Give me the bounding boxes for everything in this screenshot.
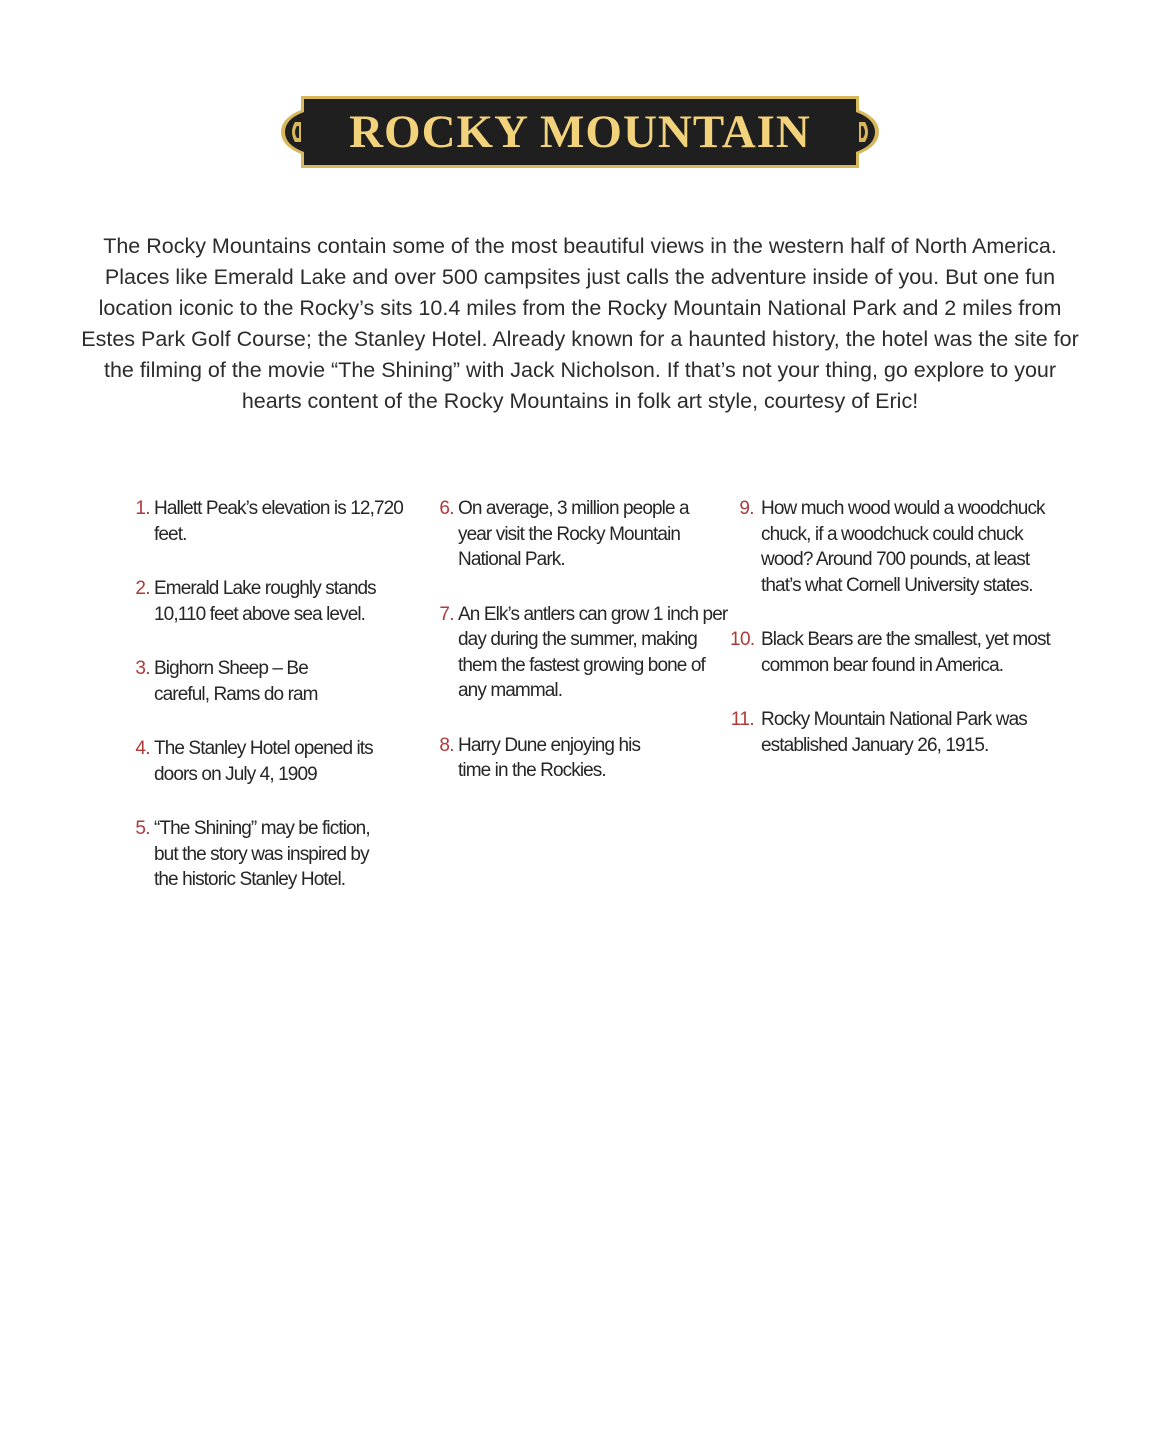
- fact-item: [730, 627, 1071, 678]
- fact-item: [126, 576, 394, 627]
- fact-item: [730, 496, 1066, 598]
- fact-text: Emerald Lake roughly stands 10,110 feet above sea level.: [154, 578, 376, 625]
- fact-number: 5.: [135, 818, 150, 839]
- intro-paragraph: The Rocky Mountains contain some of the most beautiful views in the western half of North America. Places like Emerald Lake and over 500 campsites just calls the adventure inside of you. But one fun location iconic to the Rocky’s sits 10.4 miles from the Rocky Mountain National Park and 2 miles from Estes Park Golf Course; the Stanley Hotel. Already known for a haunted history, the hotel was the site for the filming of the movie “The Shining” with Jack Nicholson. If that’s not your thing, go explore to your hearts content of the Rocky Mountains in folk art style, courtesy of Eric!: [81, 234, 1079, 413]
- page-title: ROCKY MOUNTAIN: [349, 106, 811, 158]
- fact-text: Hallett Peak’s elevation is 12,720 feet.: [154, 498, 403, 545]
- fact-item: [430, 733, 673, 784]
- fact-number: 4.: [135, 738, 150, 759]
- facts-column-1: [126, 496, 426, 922]
- fact-item: [126, 816, 394, 893]
- facts-column-3: [730, 496, 1050, 787]
- fact-text: Black Bears are the smallest, yet most common bear found in America.: [761, 629, 1050, 676]
- fact-item: [430, 602, 733, 704]
- fact-text: On average, 3 million people a year visit the Rocky Mountain National Park.: [458, 498, 689, 570]
- fact-number: 2.: [135, 578, 150, 599]
- title-banner: [281, 96, 879, 168]
- fact-number: 3.: [135, 658, 150, 679]
- facts-column-2: [430, 496, 728, 813]
- fact-number: 7.: [439, 603, 454, 625]
- fact-number: 11.: [730, 709, 754, 730]
- fact-number: 1.: [135, 498, 150, 519]
- fact-item: [430, 496, 693, 573]
- fact-text: Harry Dune enjoying his time in the Rockies.: [458, 734, 641, 781]
- fact-text: Bighorn Sheep – Be careful, Rams do ram: [154, 658, 318, 705]
- fact-number: 8.: [439, 734, 454, 756]
- fact-text: An Elk’s antlers can grow 1 inch per day during the summer, making them the fastest growing bone of any mammal.: [458, 603, 728, 701]
- fact-number: 6.: [439, 498, 454, 519]
- fact-number: 9.: [739, 498, 754, 519]
- fact-number: 10.: [730, 629, 755, 650]
- fact-text: “The Shining” may be fiction, but the story was inspired by the historic Stanley Hotel.: [154, 818, 370, 890]
- fact-item: [126, 656, 334, 707]
- fact-text: The Stanley Hotel opened its doors on July 4, 1909: [154, 738, 373, 785]
- fact-text: How much wood would a woodchuck chuck, if a woodchuck could chuck wood? Around 700 pounds, at least that’s what Cornell University states.: [761, 498, 1045, 596]
- fact-item: [126, 736, 374, 787]
- fact-item: [730, 707, 1046, 758]
- fact-text: Rocky Mountain National Park was established January 26, 1915.: [761, 709, 1027, 756]
- fact-item: [126, 496, 426, 547]
